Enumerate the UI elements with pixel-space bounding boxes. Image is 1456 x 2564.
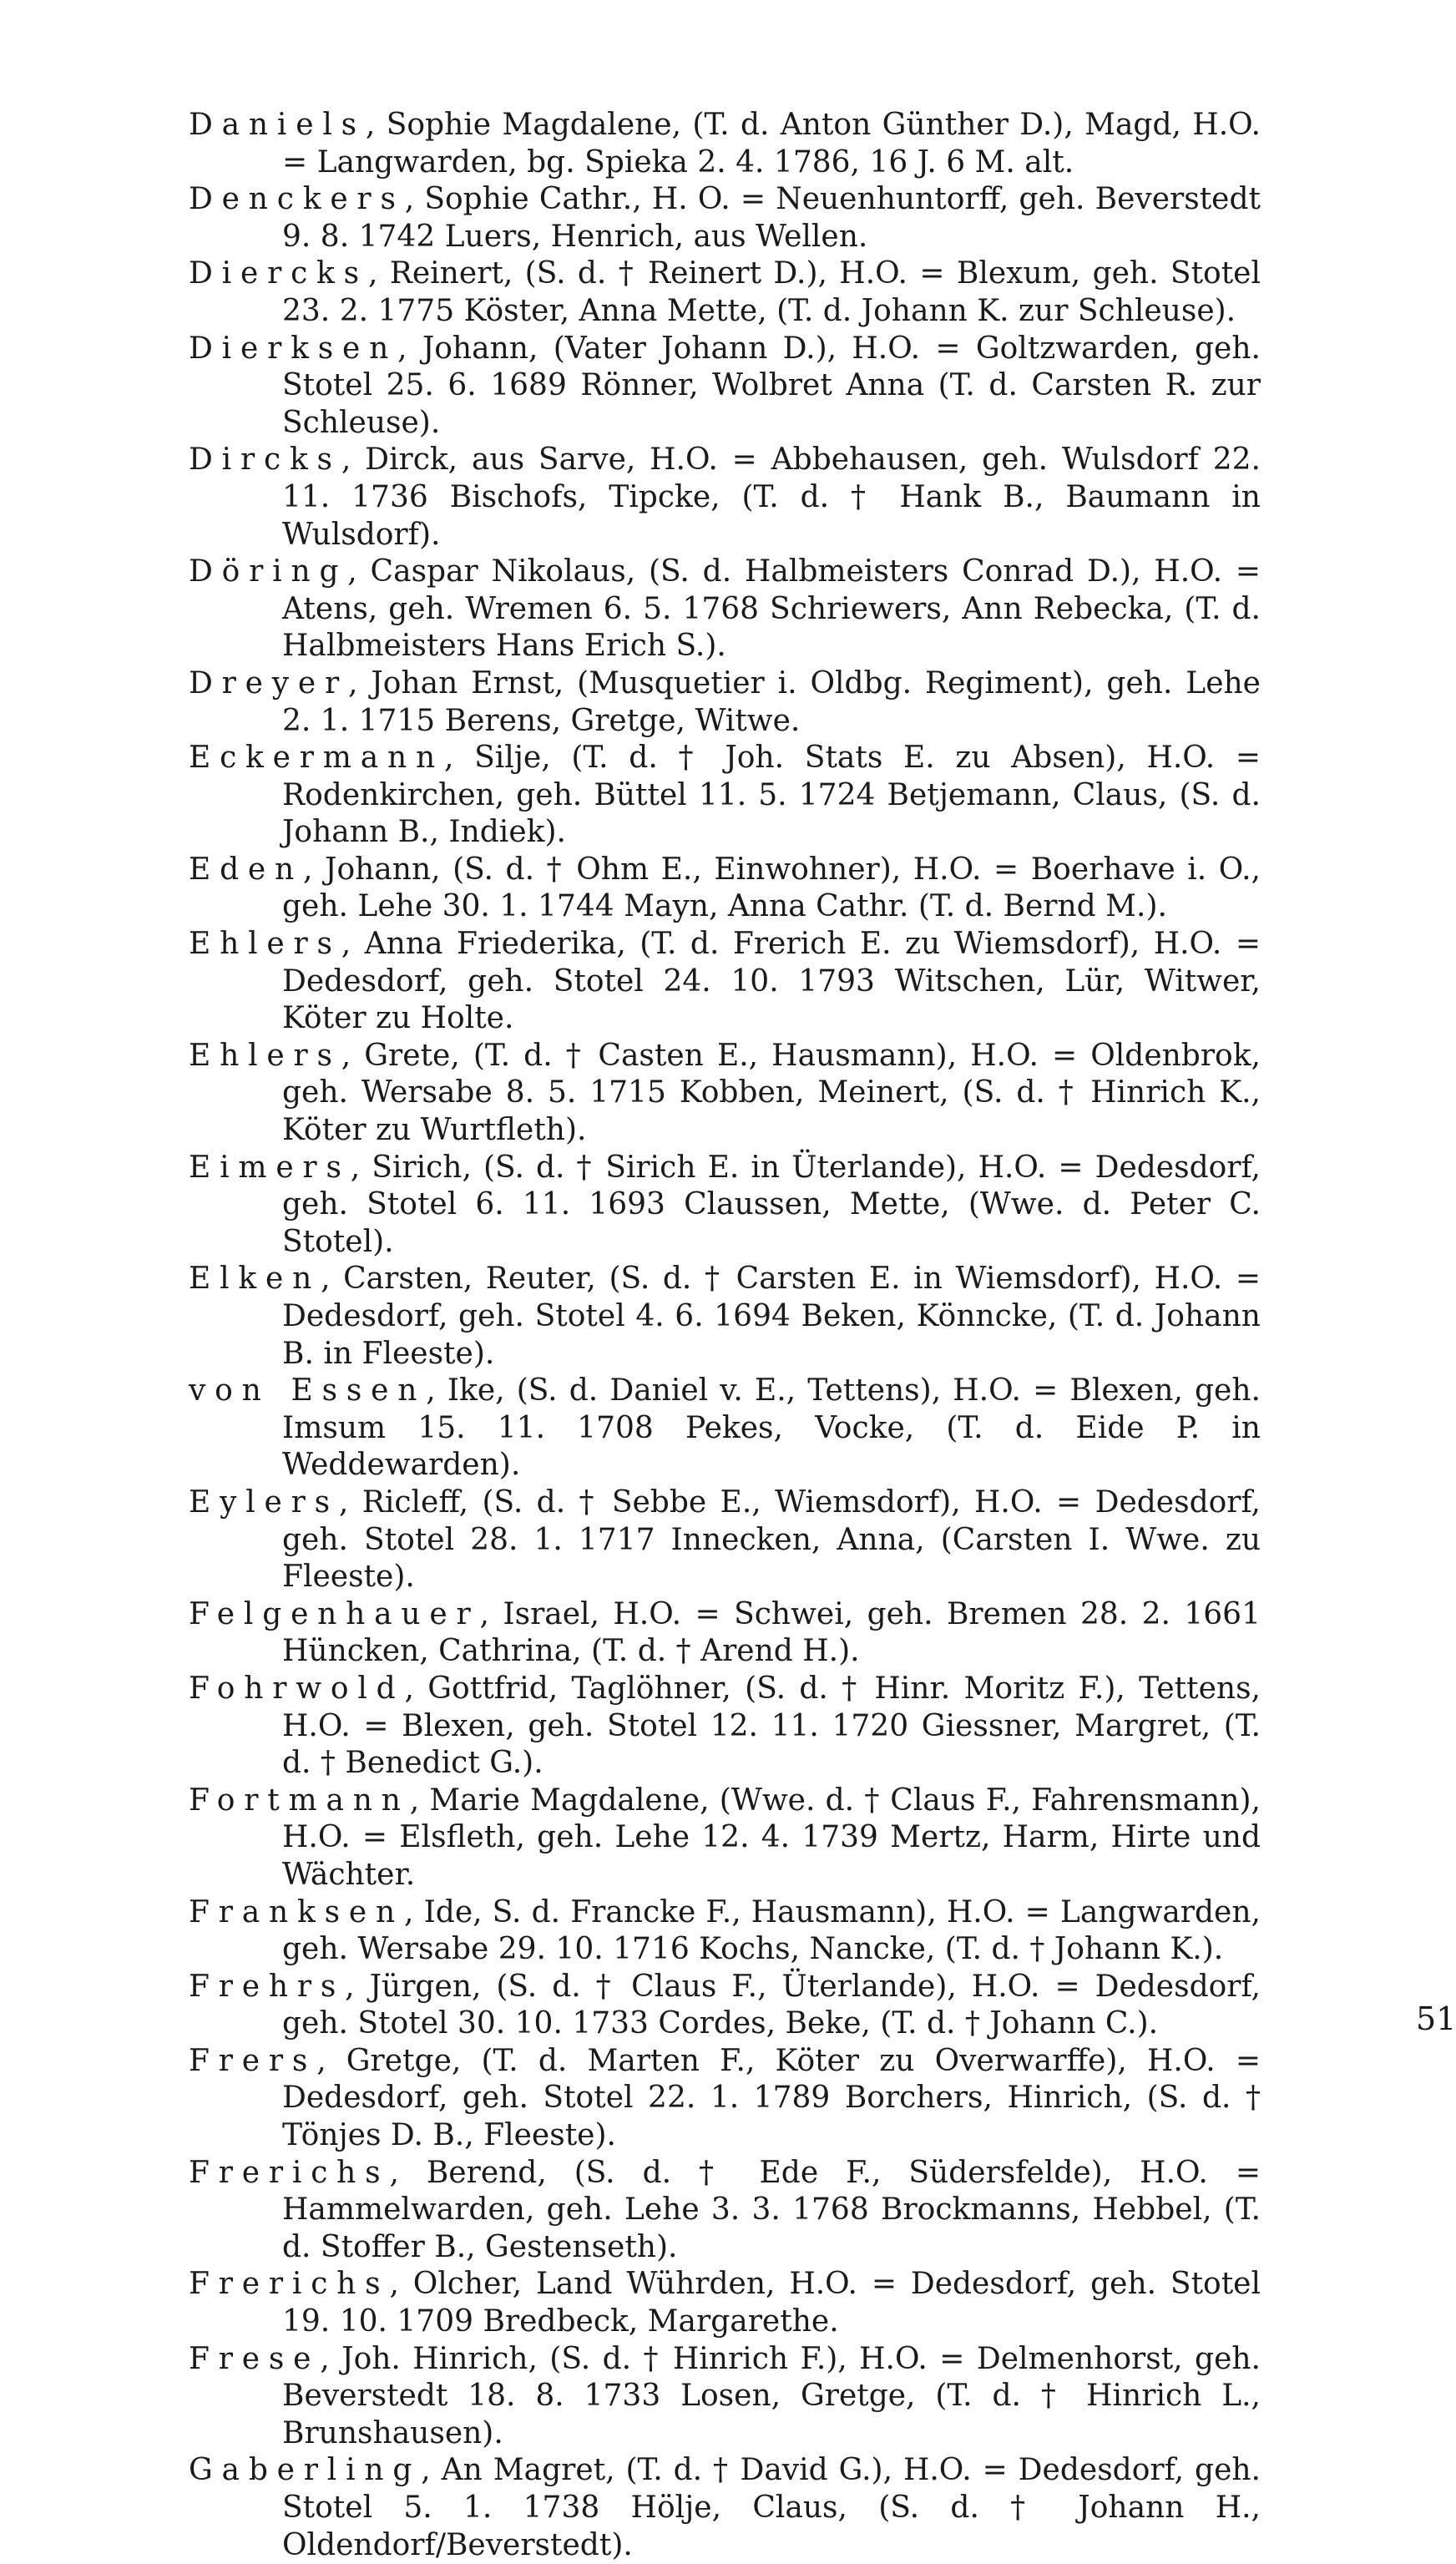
entry-details: , Joh. Hinrich, (S. d. † Hinrich F.), H.O. = Delmenhorst, geh. Beverstedt 18. 8. 1733 Losen, Gretge, (T. d. † Hinrich L., Brunshausen).: [282, 2341, 1261, 2450]
entry-details: , Gottfrid, Taglöhner, (S. d. † Hinr. Moritz F.), Tettens, H.O. = Blexen, geh. Stotel 12. 11. 1720 Giessner, Margret, (T. d. † Benedict G.).: [282, 1671, 1261, 1781]
entry-surname: Döring: [189, 554, 348, 589]
entry-surname: Dierksen: [189, 331, 398, 366]
entry-surname: Fohrwold: [189, 1671, 405, 1706]
entry-details: , An Magret, (T. d. † David G.), H.O. = Dedesdorf, geh. Stotel 5. 1. 1738 Hölje, Claus, (S. d. † Johann H., Oldendorf/Beverstedt).: [282, 2453, 1261, 2562]
entry-surname: Daniels: [189, 108, 366, 142]
register-entry: [189, 2341, 1261, 2453]
entry-details: , Grete, (T. d. † Casten E., Hausmann), H.O. = Oldenbrok, geh. Wersabe 8. 5. 1715 Kobben, Meinert, (S. d. † Hinrich K., Köter zu Wurtfleth).: [282, 1038, 1261, 1148]
register-entry: [189, 181, 1261, 255]
register-entry: [189, 1783, 1261, 1894]
entry-details: , Sophie Magdalene, (T. d. Anton Günther D.), Magd, H.O. = Langwarden, bg. Spieka 2. 4. 1786, 16 J. 6 M. alt.: [282, 108, 1261, 180]
entry-surname: Eylers: [189, 1484, 339, 1520]
entry-details: , Caspar Nikolaus, (S. d. Halbmeisters Conrad D.), H.O. = Atens, geh. Wremen 6. 5. 1768 Schriewers, Ann Rebecka, (T. d. Halbmeisters Hans Erich S.).: [282, 554, 1261, 664]
entry-surname: Fortmann: [189, 1783, 410, 1818]
entry-surname: Frehrs: [189, 1969, 346, 2004]
entry-details: , Ricleff, (S. d. † Sebbe E., Wiemsdorf), H.O. = Dedesdorf, geh. Stotel 28. 1. 1717 Innecken, Anna, (Carsten I. Wwe. zu Fleeste).: [282, 1484, 1261, 1595]
entry-details: , Ike, (S. d. Daniel v. E., Tettens), H.O. = Blexen, geh. Imsum 15. 11. 1708 Pekes, Vocke, (T. d. Eide P. in Weddewarden).: [282, 1373, 1261, 1483]
entry-details: , Silje, (T. d. † Joh. Stats E. zu Absen), H.O. = Rodenkirchen, geh. Büttel 11. 5. 1724 Betjemann, Claus, (S. d. Johann B., Indiek).: [282, 741, 1261, 850]
entry-details: , Anna Friederika, (T. d. Frerich E. zu Wiemsdorf), H.O. = Dedesdorf, geh. Stotel 24. 10. 1793 Witschen, Lür, Witwer, Köter zu Holte.: [282, 927, 1261, 1036]
register-entry: [189, 1484, 1261, 1596]
register-page: [189, 107, 1456, 2562]
entry-surname: Denckers: [189, 182, 405, 217]
entry-surname: Diercks: [189, 256, 368, 291]
register-entry: [189, 2155, 1261, 2267]
entry-surname: von Essen: [189, 1373, 427, 1408]
entry-surname: Franksen: [189, 1894, 405, 1929]
register-entry: [189, 926, 1261, 1038]
entry-details: , Olcher, Land Wührden, H.O. = Dedesdorf, geh. Stotel 19. 10. 1709 Bredbeck, Margarethe.: [282, 2267, 1261, 2339]
entry-details: , Jürgen, (S. d. † Claus F., Üterlande), H.O. = Dedesdorf, geh. Stotel 30. 10. 1733 Cordes, Beke, (T. d. † Johann C.).: [282, 1969, 1261, 2041]
entry-surname: Dircks: [189, 443, 341, 478]
register-entry: [189, 740, 1261, 852]
entry-surname: Gaberling: [189, 2453, 422, 2488]
entry-surname: Frers: [189, 2043, 317, 2078]
entry-details: , Johann, (S. d. † Ohm E., Einwohner), H.O. = Boerhave i. O., geh. Lehe 30. 1. 1744 Mayn, Anna Cathr. (T. d. Bernd M.).: [282, 852, 1261, 924]
register-entry: [189, 255, 1261, 330]
register-entry: [189, 1373, 1261, 1484]
register-entry: [189, 2266, 1261, 2340]
register-entry: [189, 665, 1261, 740]
entry-list: [189, 107, 1261, 2564]
entry-details: , Johann, (Vater Johann D.), H.O. = Goltzwarden, geh. Stotel 25. 6. 1689 Rönner, Wolbret Anna (T. d. Carsten R. zur Schleuse).: [282, 331, 1261, 440]
entry-details: , Johan Ernst, (Musquetier i. Oldbg. Regiment), geh. Lehe 2. 1. 1715 Berens, Gretge, Witwe.: [282, 665, 1261, 738]
register-entry: [189, 1671, 1261, 1783]
entry-details: , Sirich, (S. d. † Sirich E. in Üterlande), H.O. = Dedesdorf, geh. Stotel 6. 11. 1693 Claussen, Mette, (Wwe. d. Peter C. Stotel).: [282, 1150, 1261, 1259]
register-entry: [189, 2043, 1261, 2155]
register-entry: [189, 1261, 1261, 1373]
entry-surname: Eckermann: [189, 741, 444, 776]
entry-surname: Ehlers: [189, 927, 341, 962]
entry-surname: Frerichs: [189, 2155, 390, 2190]
entry-details: , Dirck, aus Sarve, H.O. = Abbehausen, geh. Wulsdorf 22. 11. 1736 Bischofs, Tipcke, (T. d. † Hank B., Baumann in Wulsdorf).: [282, 443, 1261, 552]
entry-surname: Eden: [189, 852, 304, 887]
register-entry: [189, 554, 1261, 665]
register-entry: [189, 1894, 1261, 1969]
register-entry: [189, 442, 1261, 554]
register-entry: [189, 331, 1261, 443]
entry-details: , Carsten, Reuter, (S. d. † Carsten E. in Wiemsdorf), H.O. = Dedesdorf, geh. Stotel 4. 6. 1694 Beken, Könncke, (T. d. Johann B. in Fleeste).: [282, 1262, 1261, 1371]
entry-surname: Eimers: [189, 1150, 351, 1185]
entry-details: , Marie Magdalene, (Wwe. d. † Claus F., Fahrensmann), H.O. = Elsfleth, geh. Lehe 12. 4. 1739 Mertz, Harm, Hirte und Wächter.: [282, 1783, 1261, 1892]
register-entry: [189, 1969, 1261, 2043]
entry-details: , Israel, H.O. = Schwei, geh. Bremen 28. 2. 1661 Hüncken, Cathrina, (T. d. † Arend H.).: [282, 1596, 1261, 1669]
entry-surname: Felgenhauer: [189, 1596, 480, 1631]
register-entry: [189, 852, 1261, 926]
register-entry: [189, 2452, 1261, 2564]
register-entry: [189, 107, 1261, 181]
entry-surname: Frerichs: [189, 2267, 390, 2302]
entry-surname: Dreyer: [189, 665, 349, 700]
register-entry: [189, 1150, 1261, 1262]
register-entry: [189, 1038, 1261, 1150]
entry-details: , Ide, S. d. Francke F., Hausmann), H.O. = Langwarden, geh. Wersabe 29. 10. 1716 Kochs, Nancke, (T. d. † Johann K.).: [282, 1894, 1261, 1967]
entry-surname: Frese: [189, 2341, 321, 2376]
entry-surname: Ehlers: [189, 1038, 341, 1073]
page-number: 51: [1416, 2000, 1456, 2037]
register-entry: [189, 1596, 1261, 1671]
entry-surname: Elken: [189, 1262, 321, 1297]
entry-details: , Berend, (S. d. † Ede F., Südersfelde), H.O. = Hammelwarden, geh. Lehe 3. 3. 1768 Brockmanns, Hebbel, (T. d. Stoffer B., Gestenseth).: [282, 2155, 1261, 2264]
entry-details: , Sophie Cathr., H. O. = Neuenhuntorff, geh. Beverstedt 9. 8. 1742 Luers, Henrich, aus Wellen.: [282, 182, 1261, 254]
entry-details: , Reinert, (S. d. † Reinert D.), H.O. = Blexum, geh. Stotel 23. 2. 1775 Köster, Anna Mette, (T. d. Johann K. zur Schleuse).: [282, 256, 1261, 328]
entry-details: , Gretge, (T. d. Marten F., Köter zu Overwarffe), H.O. = Dedesdorf, geh. Stotel 22. 1. 1789 Borchers, Hinrich, (S. d. † Tönjes D. B., Fleeste).: [282, 2043, 1261, 2153]
